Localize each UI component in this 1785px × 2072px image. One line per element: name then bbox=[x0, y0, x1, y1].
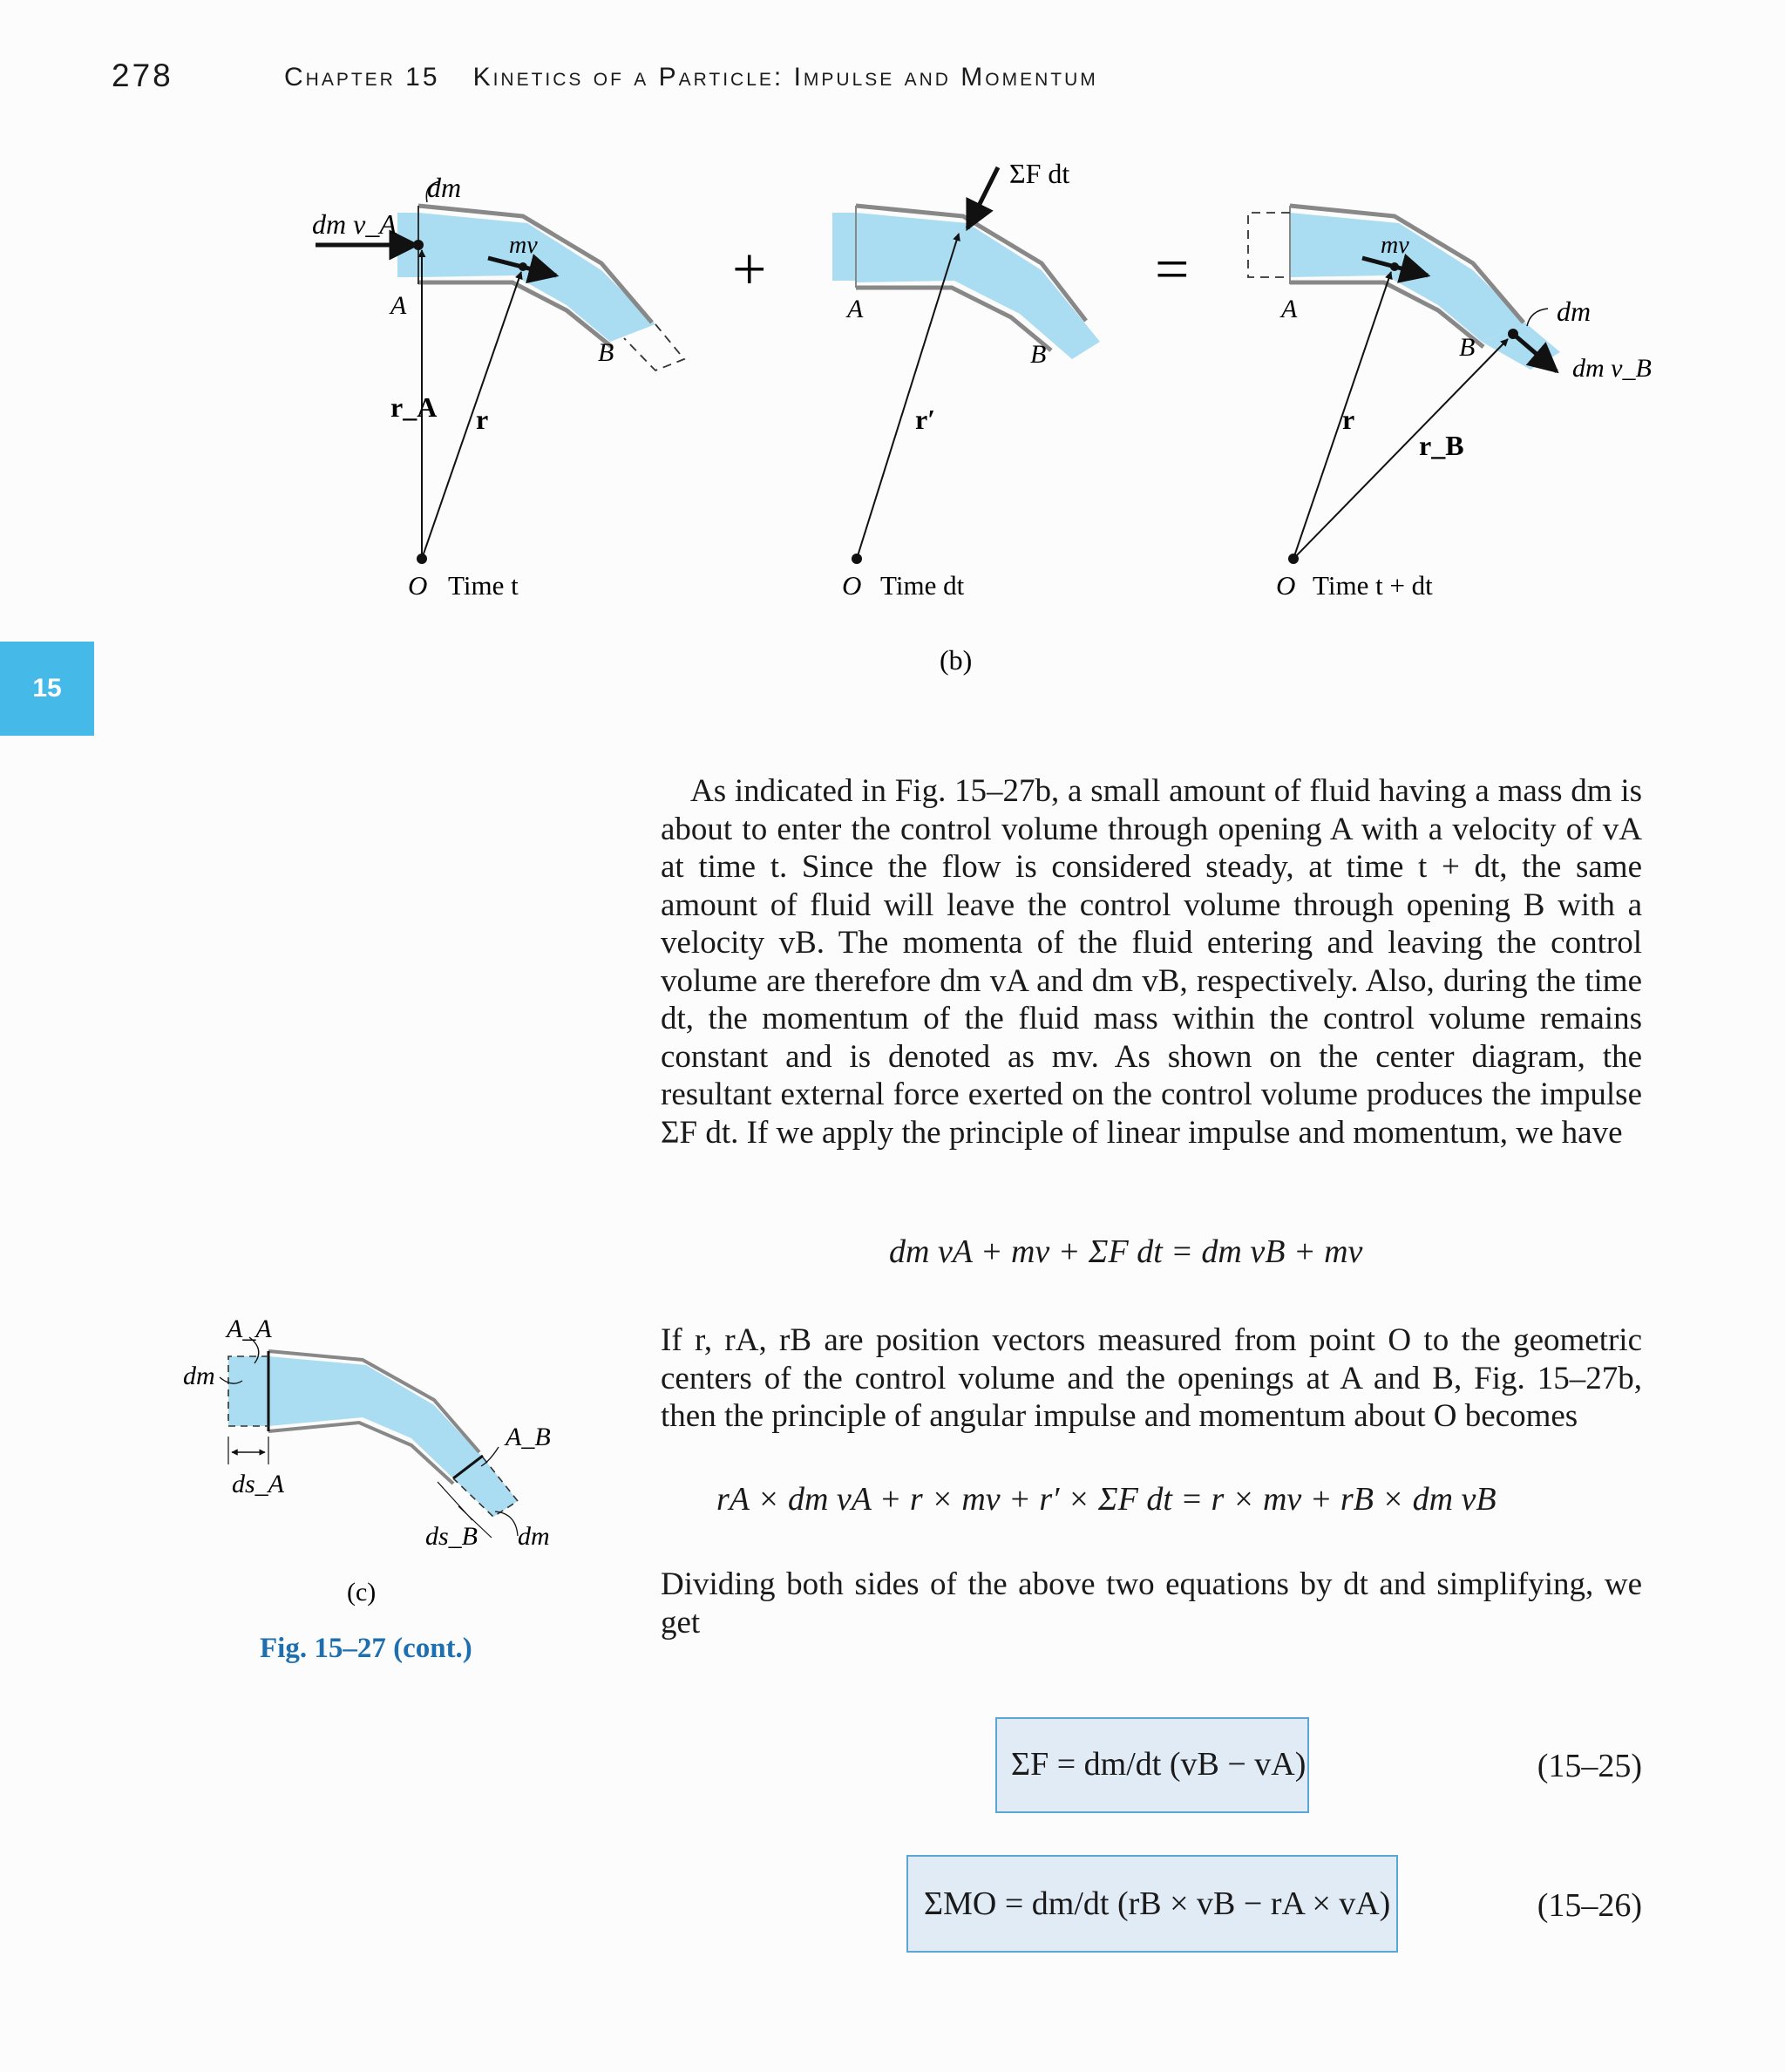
label-dm: dm bbox=[427, 172, 462, 203]
label-AB: A_B bbox=[506, 1423, 551, 1451]
figure-label: Fig. 15–27 (cont.) bbox=[260, 1633, 472, 1664]
label-A: A bbox=[1281, 295, 1298, 323]
label-dsA: ds_A bbox=[232, 1470, 284, 1498]
label-sumF-dt: ΣF dt bbox=[1009, 158, 1070, 189]
label-time: Time dt bbox=[880, 570, 965, 601]
label-rB: r_B bbox=[1419, 430, 1464, 461]
figure-b-diagram bbox=[0, 0, 1785, 697]
label-dm-left: dm bbox=[183, 1362, 215, 1390]
label-dm: dm bbox=[1557, 296, 1592, 327]
label-AA: A_A bbox=[227, 1315, 272, 1343]
label-B: B bbox=[598, 338, 614, 367]
equation-15-25: ΣF = dm/dt (vB − vA) bbox=[1011, 1746, 1307, 1783]
label-r: r bbox=[476, 404, 489, 435]
label-mv: mv bbox=[509, 232, 538, 259]
panel-time-t-plus-dt bbox=[1248, 206, 1652, 601]
label-rA: r_A bbox=[390, 391, 438, 423]
page-number: 278 bbox=[112, 58, 173, 93]
label-O: O bbox=[1276, 570, 1296, 601]
label-r-prime: r′ bbox=[915, 404, 936, 435]
label-dsB: ds_B bbox=[425, 1522, 478, 1551]
equation-linear-momentum: dm vA + mv + ΣF dt = dm vB + mv bbox=[889, 1233, 1363, 1270]
panel-time-t bbox=[312, 172, 684, 601]
label-dm-right: dm bbox=[518, 1522, 550, 1551]
equals-sign: = bbox=[1155, 236, 1190, 303]
label-time: Time t bbox=[448, 570, 519, 601]
paragraph-3: Dividing both sides of the above two equations by dt and simplifying, we get bbox=[661, 1566, 1642, 1641]
panel-time-dt bbox=[832, 158, 1100, 601]
chapter-side-tab: 15 bbox=[0, 642, 94, 736]
plus-sign: + bbox=[732, 236, 767, 303]
equation-number-15-25: (15–25) bbox=[1537, 1748, 1642, 1784]
label-dm-vB: dm v_B bbox=[1572, 354, 1652, 383]
chapter-label: Chapter 15 bbox=[284, 63, 440, 92]
figure-c-diagram bbox=[157, 1308, 610, 1674]
figure-c-caption: (c) bbox=[347, 1578, 377, 1607]
equation-number-15-26: (15–26) bbox=[1537, 1887, 1642, 1924]
label-dm-vA: dm v_A bbox=[312, 208, 397, 240]
equation-15-26: ΣMO = dm/dt (rB × vB − rA × vA) bbox=[924, 1885, 1391, 1922]
label-A: A bbox=[847, 295, 864, 323]
label-O: O bbox=[842, 570, 862, 601]
figure-b-caption: (b) bbox=[940, 644, 973, 676]
label-O: O bbox=[408, 570, 428, 601]
label-time: Time t + dt bbox=[1313, 570, 1433, 601]
label-B: B bbox=[1459, 333, 1476, 362]
label-B: B bbox=[1030, 340, 1047, 369]
label-r: r bbox=[1342, 404, 1355, 435]
paragraph-1: As indicated in Fig. 15–27b, a small amount of fluid having a mass dm is about to enter the control volume through opening A with a velocity of vA at time t. Since the flow is considered steady, at time t + dt, the same amount of fluid will leave the control volume through opening B with a velocity vB. The momenta of the fluid entering and leaving the control volume are therefore dm vA and dm vB, respectively. Also, during the time dt, the momentum of the fluid mass within the control volume remains constant and is denoted as mv. As shown on the center diagram, the resultant external force exerted on the control volume produces the impulse ΣF dt. If we apply the principle of linear impulse and momentum, we have bbox=[661, 773, 1642, 1151]
label-mv: mv bbox=[1381, 232, 1409, 259]
chapter-title: Kinetics of a Particle: Impulse and Momentum bbox=[472, 63, 1098, 92]
label-A: A bbox=[390, 291, 407, 320]
paragraph-2: If r, rA, rB are position vectors measured from point O to the geometric centers of the control volume and the openings at A and B, Fig. 15–27b, then the principle of angular impulse and momentum about O becomes bbox=[661, 1322, 1642, 1434]
equation-angular-momentum: rA × dm vA + r × mv + r′ × ΣF dt = r × mv + rB × dm vB bbox=[716, 1481, 1497, 1518]
